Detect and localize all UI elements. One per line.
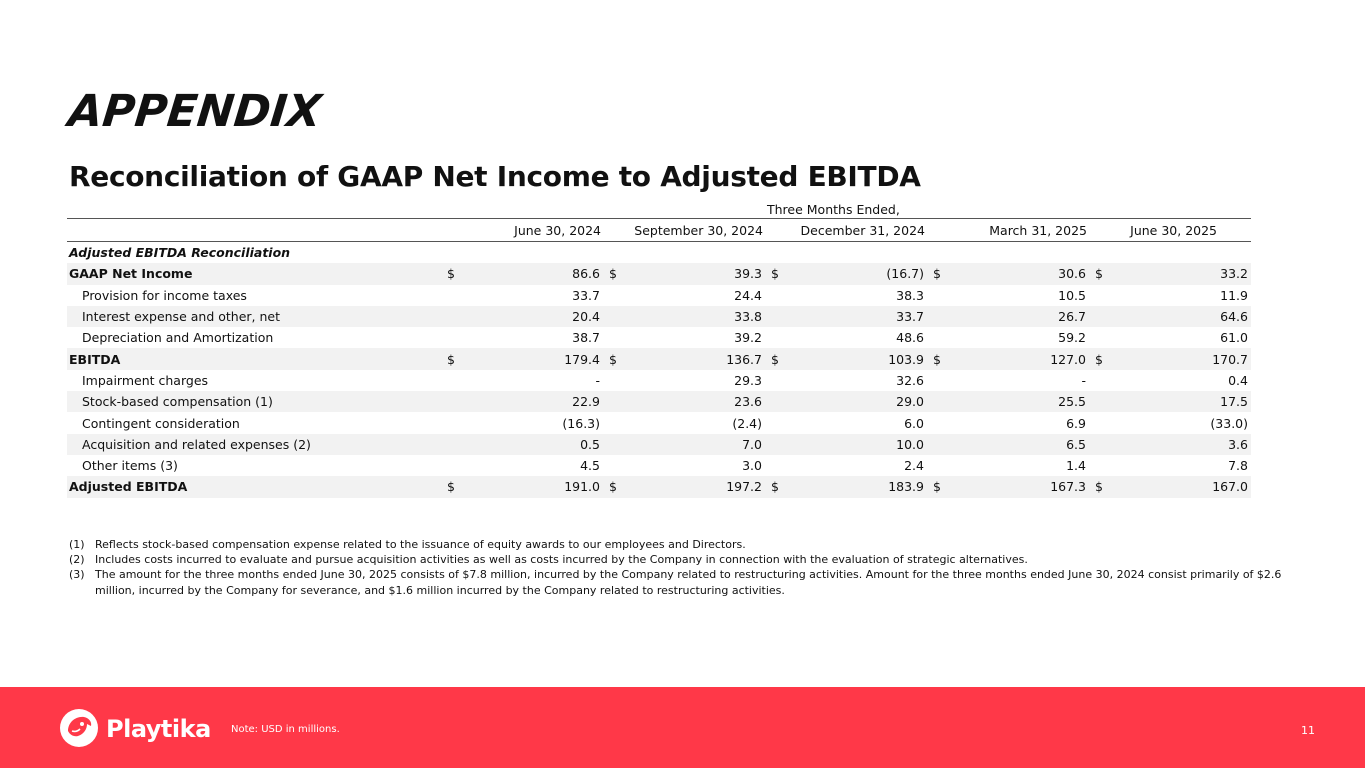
cell-value: 33.2 <box>1220 266 1248 282</box>
currency-symbol <box>1089 309 1103 324</box>
cell-value: 136.7 <box>726 351 762 367</box>
column-header: June 30, 2025 <box>1130 222 1217 238</box>
cell-value: 6.5 <box>1066 436 1086 452</box>
cell-value: 29.3 <box>734 372 762 388</box>
cell-value: 25.5 <box>1058 394 1086 410</box>
currency-symbol <box>765 458 779 473</box>
cell-value: 170.7 <box>1212 351 1248 367</box>
currency-symbol <box>1089 437 1103 452</box>
page-number: 11 <box>1301 724 1315 737</box>
row-label: Depreciation and Amortization <box>82 330 274 346</box>
currency-symbol: $ <box>771 351 779 367</box>
currency-symbol: $ <box>1095 479 1103 495</box>
currency-symbol <box>441 416 455 431</box>
row-label: Impairment charges <box>82 372 209 388</box>
footnote-number: (3) <box>69 568 85 582</box>
footnote <box>69 552 1309 567</box>
currency-symbol <box>765 309 779 324</box>
cell-value: 39.2 <box>734 330 762 346</box>
table-cell <box>765 394 927 409</box>
table-cell <box>927 309 1089 324</box>
row-label: GAAP Net Income <box>69 266 193 282</box>
currency-symbol: $ <box>447 479 455 495</box>
row-label: Adjusted EBITDA <box>69 479 188 495</box>
currency-symbol: $ <box>771 266 779 282</box>
cell-value: 1.4 <box>1066 458 1086 474</box>
brand-logo-text: Playtika <box>106 715 211 743</box>
table-cell <box>441 330 603 345</box>
table-cell <box>1089 330 1251 345</box>
cell-value: 38.3 <box>896 287 924 303</box>
currency-symbol <box>441 330 455 345</box>
table-cell <box>927 330 1089 345</box>
table-cell <box>441 458 603 473</box>
currency-symbol: $ <box>447 266 455 282</box>
currency-symbol <box>1089 288 1103 303</box>
currency-symbol <box>441 373 455 388</box>
row-label: Contingent consideration <box>82 415 240 431</box>
currency-symbol <box>927 330 941 345</box>
cell-value: 2.4 <box>904 458 924 474</box>
cell-value: 183.9 <box>888 479 924 495</box>
table-cell <box>603 373 765 388</box>
footnote-text: Includes costs incurred to evaluate and pursue acquisition activities as well as costs incurred by the Company in connection with the evaluation of strategic alternatives. <box>95 553 1028 567</box>
cell-value: 32.6 <box>896 372 924 388</box>
table-cell <box>441 288 603 303</box>
column-header: December 31, 2024 <box>800 222 925 238</box>
table-cell <box>603 458 765 473</box>
table-cell <box>441 373 603 388</box>
cell-value: (2.4) <box>732 415 762 431</box>
table-cell <box>927 479 1089 494</box>
currency-symbol: $ <box>609 479 617 495</box>
currency-symbol <box>441 394 455 409</box>
currency-symbol: $ <box>447 351 455 367</box>
cell-value: 179.4 <box>564 351 600 367</box>
footnote-text: Reflects stock-based compensation expense related to the issuance of equity awards to our employees and Directors. <box>95 538 746 551</box>
table-cell <box>603 352 765 367</box>
table-cell <box>765 437 927 452</box>
currency-symbol <box>927 373 941 388</box>
table-cell <box>765 266 927 281</box>
table-row <box>67 434 1251 455</box>
table-cell <box>765 309 927 324</box>
footnotes <box>69 537 1309 598</box>
cell-value: 17.5 <box>1220 394 1248 410</box>
cell-value: (16.3) <box>562 415 600 431</box>
currency-symbol <box>765 373 779 388</box>
column-header: September 30, 2024 <box>634 222 763 238</box>
table-cell <box>441 266 603 281</box>
table-cell <box>441 437 603 452</box>
table-cell <box>1089 416 1251 431</box>
cell-value: - <box>1081 372 1086 388</box>
column-header: June 30, 2024 <box>514 222 601 238</box>
table-row <box>67 476 1251 497</box>
currency-symbol <box>927 437 941 452</box>
footnote <box>69 537 1309 552</box>
cell-value: 20.4 <box>572 309 600 325</box>
cell-value: 7.8 <box>1228 458 1248 474</box>
table-cell <box>603 288 765 303</box>
cell-value: 33.8 <box>734 309 762 325</box>
appendix-heading: APPENDIX <box>66 86 324 137</box>
panther-logo-icon <box>58 707 100 749</box>
cell-value: 10.5 <box>1058 287 1086 303</box>
cell-value: 103.9 <box>888 351 924 367</box>
currency-symbol <box>603 458 617 473</box>
table-row <box>67 370 1251 391</box>
table-cell <box>765 373 927 388</box>
table-cell <box>1089 479 1251 494</box>
currency-symbol: $ <box>933 351 941 367</box>
cell-value: 39.3 <box>734 266 762 282</box>
row-label: Other items (3) <box>82 458 178 474</box>
cell-value: 64.6 <box>1220 309 1248 325</box>
currency-symbol: $ <box>1095 351 1103 367</box>
cell-value: 3.0 <box>742 458 762 474</box>
table-cell <box>927 352 1089 367</box>
cell-value: 26.7 <box>1058 309 1086 325</box>
table-cell <box>765 458 927 473</box>
cell-value: 191.0 <box>564 479 600 495</box>
table-cell <box>927 416 1089 431</box>
cell-value: 23.6 <box>734 394 762 410</box>
table-row <box>67 327 1251 348</box>
currency-symbol <box>765 288 779 303</box>
cell-value: 86.6 <box>572 266 600 282</box>
cell-value: 0.4 <box>1228 372 1248 388</box>
currency-symbol <box>927 288 941 303</box>
currency-symbol <box>441 458 455 473</box>
table-row <box>67 391 1251 412</box>
section-label: Adjusted EBITDA Reconciliation <box>69 245 291 261</box>
table-cell <box>927 394 1089 409</box>
currency-symbol <box>1089 330 1103 345</box>
cell-value: 24.4 <box>734 287 762 303</box>
table-cell <box>765 288 927 303</box>
cell-value: 48.6 <box>896 330 924 346</box>
currency-symbol <box>603 394 617 409</box>
currency-symbol: $ <box>771 479 779 495</box>
row-label: Stock-based compensation (1) <box>82 394 273 410</box>
table-cell <box>603 309 765 324</box>
currency-symbol <box>927 309 941 324</box>
currency-symbol <box>603 416 617 431</box>
currency-symbol <box>927 394 941 409</box>
table-row <box>67 348 1251 369</box>
table-cell <box>603 479 765 494</box>
cell-value: 127.0 <box>1050 351 1086 367</box>
cell-value: 7.0 <box>742 436 762 452</box>
footer-bar <box>0 687 1365 768</box>
table-cell <box>927 266 1089 281</box>
cell-value: - <box>595 372 600 388</box>
currency-symbol <box>603 330 617 345</box>
table-row <box>67 455 1251 476</box>
table-cell <box>1089 437 1251 452</box>
table-cell <box>1089 373 1251 388</box>
table-cell <box>603 416 765 431</box>
table-cell <box>765 479 927 494</box>
currency-symbol: $ <box>1095 266 1103 282</box>
cell-value: 197.2 <box>726 479 762 495</box>
span-header <box>67 201 1251 218</box>
cell-value: (16.7) <box>886 266 924 282</box>
cell-value: 0.5 <box>580 436 600 452</box>
currency-symbol <box>765 330 779 345</box>
currency-symbol: $ <box>933 266 941 282</box>
currency-symbol: $ <box>609 266 617 282</box>
table-cell <box>441 352 603 367</box>
currency-symbol <box>441 309 455 324</box>
cell-value: 61.0 <box>1220 330 1248 346</box>
cell-value: 11.9 <box>1220 287 1248 303</box>
currency-symbol <box>603 437 617 452</box>
cell-value: 30.6 <box>1058 266 1086 282</box>
cell-value: 167.0 <box>1212 479 1248 495</box>
cell-value: 29.0 <box>896 394 924 410</box>
table-cell <box>603 266 765 281</box>
cell-value: 4.5 <box>580 458 600 474</box>
table-cell <box>441 416 603 431</box>
currency-symbol <box>603 288 617 303</box>
table-cell <box>441 309 603 324</box>
table-body <box>67 263 1251 497</box>
currency-symbol <box>927 458 941 473</box>
table-row <box>67 306 1251 327</box>
row-label: Provision for income taxes <box>82 287 247 303</box>
cell-value: 33.7 <box>572 287 600 303</box>
table-cell <box>765 416 927 431</box>
table-cell <box>1089 309 1251 324</box>
currency-symbol <box>603 309 617 324</box>
row-label: Acquisition and related expenses (2) <box>82 436 311 452</box>
currency-symbol: $ <box>933 479 941 495</box>
currency-symbol <box>441 437 455 452</box>
cell-value: 6.0 <box>904 415 924 431</box>
page-title: Reconciliation of GAAP Net Income to Adjusted EBITDA <box>69 160 921 193</box>
table-cell <box>765 352 927 367</box>
table-cell <box>603 394 765 409</box>
cell-value: (33.0) <box>1210 415 1248 431</box>
table-cell <box>927 437 1089 452</box>
table-cell <box>1089 288 1251 303</box>
table-row <box>67 263 1251 284</box>
footnote-text: The amount for the three months ended June 30, 2025 consists of $7.8 million, incurred by the Company related to restructuring activities. Amount for the three months ended June 30, 2024 consist primarily of $2.6 million, incurred by the Company for severance, and $1.6 million incurred by the Company related to restructuring activities. <box>95 568 1282 597</box>
table-cell <box>441 479 603 494</box>
table-cell <box>927 288 1089 303</box>
cell-value: 33.7 <box>896 309 924 325</box>
cell-value: 167.3 <box>1050 479 1086 495</box>
footnote-number: (1) <box>69 538 85 551</box>
cell-value: 3.6 <box>1228 436 1248 452</box>
section-row <box>67 242 1251 263</box>
table-cell <box>1089 352 1251 367</box>
column-header: March 31, 2025 <box>989 222 1087 238</box>
currency-symbol: $ <box>609 351 617 367</box>
table-cell <box>441 394 603 409</box>
three-months-ended-label: Three Months Ended, <box>767 202 900 217</box>
cell-value: 59.2 <box>1058 330 1086 346</box>
currency-symbol <box>1089 416 1103 431</box>
cell-value: 6.9 <box>1066 415 1086 431</box>
column-header-row <box>67 219 1251 242</box>
reconciliation-table <box>67 201 1251 498</box>
footnote-number: (2) <box>69 553 85 567</box>
row-label: Interest expense and other, net <box>82 309 280 325</box>
currency-symbol <box>1089 458 1103 473</box>
currency-symbol <box>765 416 779 431</box>
table-row <box>67 412 1251 433</box>
table-cell <box>927 458 1089 473</box>
currency-note: Note: USD in millions. <box>231 724 340 735</box>
table-cell <box>1089 266 1251 281</box>
currency-symbol <box>1089 373 1103 388</box>
table-cell <box>603 330 765 345</box>
currency-symbol <box>441 288 455 303</box>
table-cell <box>1089 458 1251 473</box>
footnote <box>69 567 1309 597</box>
table-cell <box>765 330 927 345</box>
cell-value: 22.9 <box>572 394 600 410</box>
table-cell <box>1089 394 1251 409</box>
table-row <box>67 285 1251 306</box>
currency-symbol <box>603 373 617 388</box>
currency-symbol <box>765 394 779 409</box>
cell-value: 10.0 <box>896 436 924 452</box>
currency-symbol <box>927 416 941 431</box>
row-label: EBITDA <box>69 351 121 367</box>
currency-symbol <box>765 437 779 452</box>
cell-value: 38.7 <box>572 330 600 346</box>
table-cell <box>603 437 765 452</box>
table-cell <box>927 373 1089 388</box>
currency-symbol <box>1089 394 1103 409</box>
